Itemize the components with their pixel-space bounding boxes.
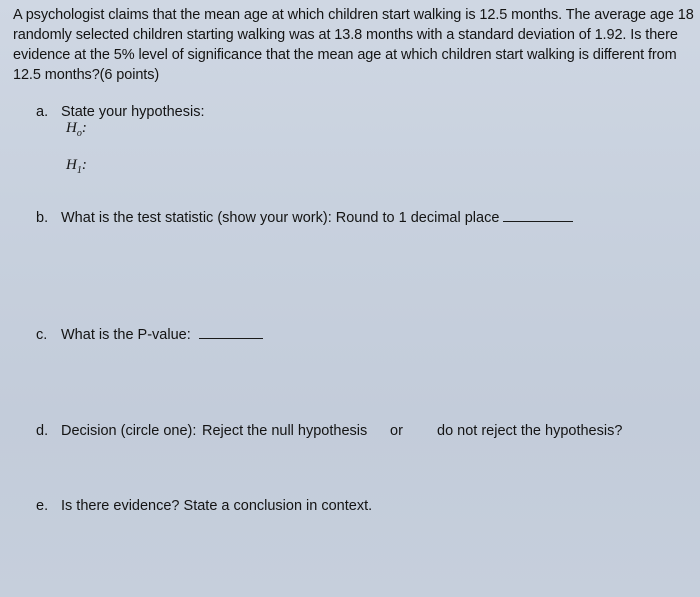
do-not-reject-option[interactable]: do not reject the hypothesis? (437, 423, 623, 439)
question-c (36, 325, 436, 347)
question-a (36, 102, 636, 124)
question-e-text: Is there evidence? State a conclusion in context. (61, 498, 373, 514)
h1-subscript: 1 (76, 165, 82, 176)
question-c-text: What is the P-value: (61, 327, 191, 343)
p-value-answer-blank[interactable] (199, 325, 263, 339)
h0-subscript: o (76, 128, 82, 139)
reject-null-option[interactable]: Reject the null hypothesis (202, 423, 368, 439)
problem-statement (13, 5, 693, 85)
question-c-line (61, 325, 263, 345)
question-d-marker: d. (36, 423, 49, 439)
problem-line-4: 12.5 months?(6 points) (13, 67, 160, 83)
h1-colon: : (81, 157, 87, 173)
question-b-text: What is the test statistic (show your work): Round to 1 decimal place (61, 210, 500, 226)
question-c-marker: c. (36, 327, 48, 343)
question-d (36, 421, 676, 443)
question-a-text: State your hypothesis: (61, 104, 205, 120)
test-statistic-answer-blank[interactable] (503, 208, 573, 222)
problem-line-2: randomly selected children starting walking was at 13.8 months with a standard deviation of 1.92. Is there (13, 27, 678, 43)
or-label: or (390, 423, 403, 439)
null-hypothesis-label (66, 120, 87, 139)
h0-letter: H (66, 120, 77, 136)
question-b (36, 208, 676, 230)
h1-letter: H (66, 157, 77, 173)
question-d-text: Decision (circle one): (61, 423, 197, 439)
question-a-marker: a. (36, 104, 49, 120)
question-b-line (61, 208, 573, 228)
alt-hypothesis-label (66, 157, 87, 176)
h0-colon: : (81, 120, 87, 136)
question-e-marker: e. (36, 498, 49, 514)
question-b-marker: b. (36, 210, 49, 226)
question-e (36, 496, 636, 518)
problem-line-1: A psychologist claims that the mean age at which children start walking is 12.5 months. The average age 18 (13, 7, 694, 23)
problem-line-3: evidence at the 5% level of significance that the mean age at which children start walking is different from (13, 47, 677, 63)
